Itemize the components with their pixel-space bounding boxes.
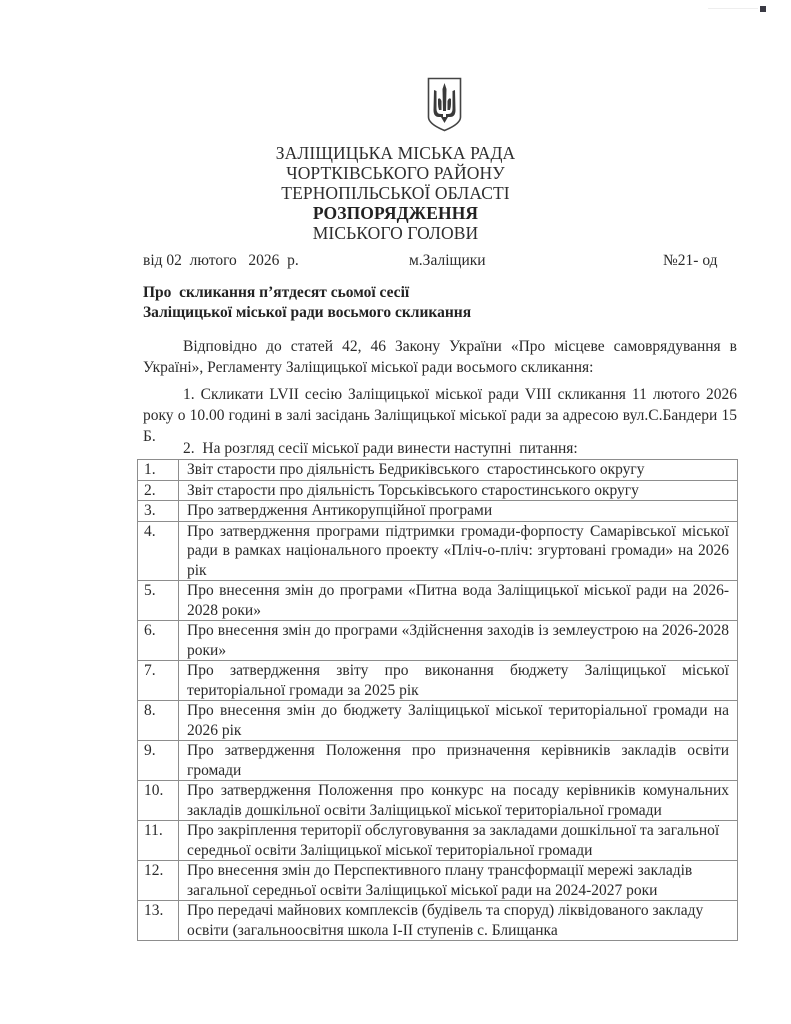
agenda-number: 10. (138, 781, 179, 821)
table-row (138, 581, 738, 621)
agenda-item: Про передачі майнових комплексів (будівель та споруд) ліквідованого закладу освіти (загальноосвітня школа I-II ступенів с. Блищанка (179, 901, 738, 941)
document-subject (143, 283, 471, 323)
agenda-number: 13. (138, 901, 179, 941)
scan-corner-mark (760, 6, 766, 12)
table-row (138, 621, 738, 661)
document-city: м.Заліщики (409, 252, 486, 269)
agenda-table (137, 459, 738, 941)
agenda-item: Про внесення змін до програми «Питна вода Заліщицької міської ради на 2026-2028 роки» (179, 581, 738, 621)
document-number: №21- од (663, 252, 718, 269)
table-row (138, 901, 738, 941)
document-type: РОЗПОРЯДЖЕННЯ (312, 203, 479, 223)
scan-artifact-line (708, 8, 758, 9)
table-row (138, 821, 738, 861)
document-issuer: МІСЬКОГО ГОЛОВИ (312, 223, 479, 243)
subject-line-1: Про скликання п’ятдесят сьомої сесії (143, 284, 410, 301)
agenda-number: 5. (138, 581, 179, 621)
agenda-item: Про внесення змін до Перспективного плану трансформації мережі закладів загальної середньої освіти Заліщицької міської ради на 2024-2027 роки (179, 861, 738, 901)
agenda-item: Про внесення змін до бюджету Заліщицької міської територіальної громади на 2026 рік (179, 701, 738, 741)
preamble-paragraph: Відповідно до статей 42, 46 Закону України «Про місцеве самоврядування в Україні», Регламенту Заліщицької міської ради восьмого скликання: (143, 338, 737, 376)
agenda-number: 7. (138, 661, 179, 701)
agenda-number: 4. (138, 521, 179, 581)
table-row (138, 521, 738, 581)
agenda-number: 1. (138, 460, 179, 481)
council-name: ЗАЛІЩИЦЬКА МІСЬКА РАДА (275, 143, 516, 163)
table-row (138, 661, 738, 701)
table-row (138, 741, 738, 781)
trident-coat-of-arms-icon (427, 77, 462, 132)
table-row (138, 480, 738, 501)
agenda-number: 3. (138, 501, 179, 522)
district-name: ЧОРТКІВСЬКОГО РАЙОНУ (286, 163, 505, 183)
agenda-item: Про закріплення території обслуговування за закладами дошкільної та загальної середньої освіти Заліщицької міської територіальної громади (179, 821, 738, 861)
table-row (138, 701, 738, 741)
item-2-paragraph: 2. На розгляд сесії міської ради винести наступні питання: (183, 440, 578, 457)
document-header (0, 143, 791, 243)
agenda-item: Про затвердження Антикорупційної програми (179, 501, 738, 522)
agenda-item: Про внесення змін до програми «Здійснення заходів із землеустрою на 2026-2028 роки» (179, 621, 738, 661)
agenda-item: Про затвердження програми підтримки громади-форпосту Самарівської міської ради в рамках національного проекту «Пліч-о-пліч: згуртовані громади» на 2026 рік (179, 521, 738, 581)
agenda-item: Про затвердження Положення про конкурс на посаду керівників комунальних закладів дошкільної освіти Заліщицької міської територіальної громади (179, 781, 738, 821)
agenda-item: Про затвердження Положення про призначення керівників закладів освіти громади (179, 741, 738, 781)
agenda-item: Про затвердження звіту про виконання бюджету Заліщицької міської територіальної громади за 2025 рік (179, 661, 738, 701)
table-row (138, 460, 738, 481)
agenda-number: 11. (138, 821, 179, 861)
agenda-number: 2. (138, 480, 179, 501)
agenda-item: Звіт старости про діяльність Торськівського старостинського округу (179, 480, 738, 501)
agenda-item: Звіт старости про діяльність Бедриківського старостинського округу (179, 460, 738, 481)
item-1-paragraph: 1. Скликати LVII сесію Заліщицької міської ради VIII скликання 11 лютого 2026 року о 10.00 годині в залі засідань Заліщицької міської ради за адресою вул.С.Бандери 15 Б. (143, 386, 737, 445)
agenda-number: 9. (138, 741, 179, 781)
oblast-name: ТЕРНОПІЛЬСЬКОЇ ОБЛАСТІ (281, 183, 510, 203)
document-date: від 02 лютого 2026 р. (143, 252, 299, 269)
agenda-number: 8. (138, 701, 179, 741)
table-row (138, 781, 738, 821)
table-row (138, 861, 738, 901)
agenda-number: 6. (138, 621, 179, 661)
table-row (138, 501, 738, 522)
agenda-number: 12. (138, 861, 179, 901)
subject-line-2: Заліщицької міської ради восьмого скликання (143, 304, 472, 321)
